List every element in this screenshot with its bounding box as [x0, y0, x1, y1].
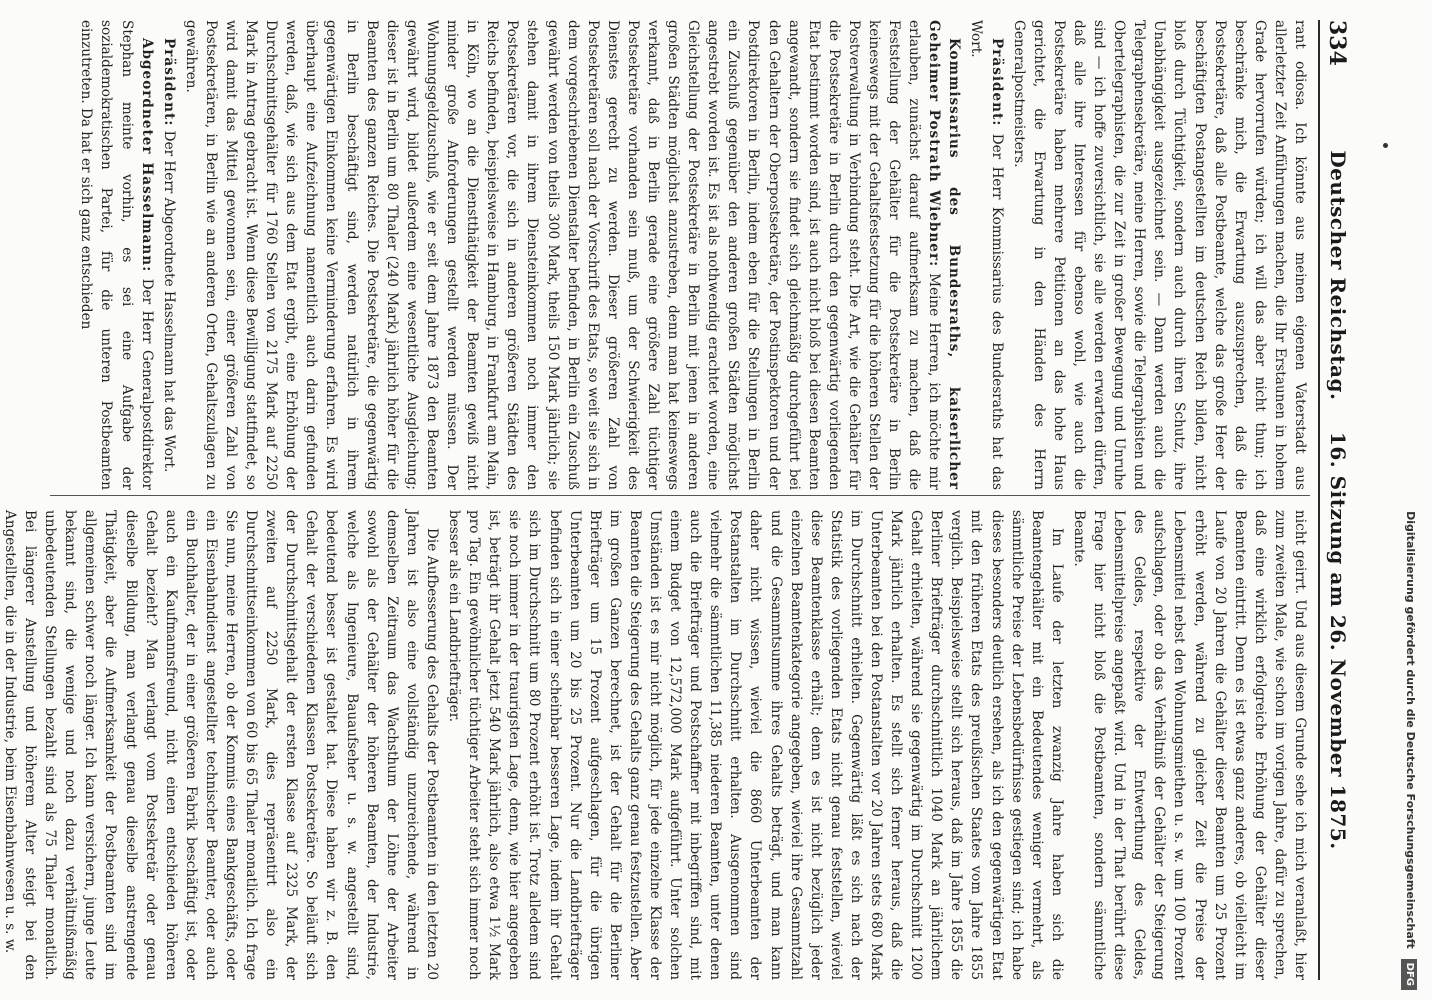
digitization-notice: Digitalisierung gefördert durch die Deutsche Forschungsgemeinschaft — [1404, 511, 1417, 949]
dfg-logo: DFG — [1401, 959, 1417, 990]
dfg-sidebar — [1392, 10, 1428, 990]
speaker-name: Präsident: — [988, 38, 1005, 127]
paragraph-text: Im Laufe der letzten zwanzig Jahre haben sich die Beamtengehälter mit ein Bedeutendes weniger vermehrt, als sämmtliche Preise der Lebensbedürfnisse gestiegen sind; ich habe dieses besonders deutlich ersehen, als ich den gegenwärtigen Etat mit den früheren Etats des preußischen Staates vom Jahre 1855 verglich. Beispielsweise stellt sich heraus, daß im Jahre 1855 die Berliner Briefträger durchschnittlich 1040 Mark an jährlichem Gehalt erhielten, während sie gegenwärtig im Durchschnitt 1200 Mark jährlich erhalten. Es stellt sich ferner heraus, daß die Unterbeamten bei den Postanstalten vor 20 Jahren stets 680 Mark im Durchschnitt erhielten. Gegenwärtig läßt es sich nach der Statistik des vorliegenden Etats nicht genau feststellen, wieviel diese Beamtenklasse erhält; denn es ist nicht bezüglich jeder einzelnen Beamtenkategorie angegeben, wieviel ihre Gesammtzahl und die Gesammtsumme ihres Gehalts beträgt, und man kann daher nicht wissen, wieviel die 8660 Unterbeamten der Postanstalten im Durchschnitt erhalten. Ausgenommen sind vielmehr die sämmtlichen 11,385 niederen Beamten, unter denen auch die Briefträger und Postschaffner mit inbegriffen sind, mit einem Budget von 12,572,000 Mark aufgeführt. Unter solchen Umständen ist es mir nicht möglich, für jede einzelne Klasse der Beamten die Steigerung des Gehalts ganz genau festzustellen. Aber im großen Ganzen berechnet, ist der Gehalt für die Berliner Briefträger um 15 Prozent aufgeschlagen, für die übrigen Unterbeamten um 20 bis 25 Prozent. Nur die Landbriefträger befinden sich in einer scheinbar besseren Lage, indem ihr Gehalt sich im Durchschnitt um 80 Prozent erhöht ist. Trotz alledem sind sie noch immer in der traurigsten Lage, denn, wie hier angegeben ist, beträgt ihr Gehalt jetzt 540 Mark jährlich, also etwa 1½ Mark pro Tag. Ein gewöhnlicher tüchtiger Arbeiter steht sich immer noch besser als ein Landbriefträger. — [446, 510, 1065, 980]
right-column — [2, 510, 1310, 980]
paragraph — [0, 510, 442, 980]
left-column — [20, 20, 1310, 490]
paragraph-text: Der Herr Abgeordnete Hasselmann hat das Wort. — [160, 130, 177, 473]
paragraph — [444, 510, 1067, 980]
publication-title: Deutscher Reichstag. — [1326, 150, 1350, 401]
header-rule — [1318, 20, 1320, 980]
page-header — [1320, 20, 1354, 980]
paragraph-text: nicht geirrt. Und aus diesem Grunde sehe ich mich veranlaßt, hier zum zweiten Male, wie schon im vorigen Jahre, dafür zu sprechen, daß eine wirklich erfolgreiche Erhöhung der Gehälter dieser Beamten eintritt. Denn es ist etwas ganz anderes, ob vielleicht im Laufe von 20 Jahren die Gehälter dieser Beamten um 25 Prozent erhöht werden, während zu gleicher Zeit die Preise der Lebensmittel nebst den Wohnungsmiethen u. s. w. um 100 Prozent aufschlagen, oder ob das Verhältniß der Gehälter der Steigerung des Geldes, respektive der Entwerthung des Geldes, Lebensmittelpreise angepaßt wird. Und in der That berührt diese Frage hier nicht bloß die Postbeamten, sondern sämmtliche Beamte. — [1070, 510, 1308, 980]
paragraph-text: rant odiosa. Ich könnte aus meinen eigenen Vaterstadt aus allerletzter Zeit Anführungen machen, die Ihr Erstaunen in hohem Grade hervorrufen würden; ich will das aber nicht thun; ich beschränke mich, die Erwartung auszusprechen, daß die Postsekretäre, daß alle Postbeamte, welche das große Heer der beschäftigten Postangestellten im deutschen Reich bilden, nicht bloß durch Tüchtigkeit, sondern auch durch ihren Schutz, ihre Unabhängigkeit ausgezeichnet sein. — Dann werden auch die Telegraphensekretäre, meine Herren, sowie die Telegraphisten und Obertelegraphisten, die zur Zeit in großer Bewegung und Unruhe sind — ich hoffe zuversichtlich, sie alle werden erwarten dürfen, daß alle ihre Interessen für ebenso wohl, wie auch die Postsekretäre haben mehrere Petitionen an das hohe Haus gerichtet, die Erwartung in den Händen des Herrn Generalpostmeisters. — [1010, 20, 1308, 490]
speaker-name: Präsident: — [160, 38, 177, 127]
scan-speck — [1383, 143, 1388, 148]
paragraph-text: Die Aufbesserung des Gehalts der Postbeamten in den letzten 20 Jahren ist also eine vollständig unzureichende, während in demselben Zeitraum das Wachsthum der Löhne der Arbeiter sowohl als der Gehälter der höheren Beamten, der Industrie, welche als Ingenieure, Bauaufseher u. s. w. angestellt sind, bedeutend besser ist gestaltet hat. Diese haben wir z. B. den Gehalt der verschiedenen Klassen Postsekretäre. So beläuft sich der Durchschnittsgehalt der ersten Klasse auf 2325 Mark, der zweiten auf 2250 Mark, dies repräsentirt also ein Durchschnittseinkommen von 60 bis 65 Thaler monatlich. Ich frage Sie nun, meine Herren, ob der Kommis eines Bankgeschäfts, oder ein Eisenbahndienst angestellter technischer Beamter, oder auch ein Buchhalter, der in einer größeren Fabrik beschäftigt ist, oder auch ein Kaufmannsfreund, nicht einen entschieden höheren Gehalt bezieht? Man verlangt vom Postsekretär oder genau dieselbe Bildung, man verlangt genau dieselbe anstrengende Thätigkeit, aber die Aufmerksamkeit der Postbeamten sind im allgemeinen schwer noch länger. Ich kann versichern, junge Leute bekannt sind, die wenige und noch dazu verhältnißmäßig unbedeutenden Stellungen bezahlt sind als 75 Thaler monatlich. Bei längerer Anstellung und höherem Alter steigt bei den Angestellten, die in der Industrie, beim Eisenbahnwesen u. s. w. — [2, 510, 440, 980]
page-number: 334 — [1324, 20, 1350, 66]
paragraph-text: Der Herr Generalpostdirektor Stephan meinte vorhin, es sei eine Aufgabe der sozialdemokratischen Partei, für die unteren Postbeamten einzutreten. Da hat er sich ganz entschieden — [78, 20, 155, 490]
column-divider — [50, 495, 1310, 496]
paragraph — [1069, 510, 1310, 980]
paragraph — [181, 20, 965, 490]
paragraph — [1009, 20, 1310, 490]
speaker-name: Abgeordneter Hasselmann: — [138, 38, 155, 273]
running-title — [1326, 90, 1350, 910]
paragraph — [966, 20, 1006, 490]
speaker-name: Kommissarius des Bundesraths, kaiserlicher Geheimer Postrath Wiebner: — [926, 20, 963, 490]
paragraph — [159, 20, 179, 490]
paragraph-text: Meine Herren, ich möchte mir erlauben, zunächst darauf aufmerksam zu machen, daß die Feststellung der Gehälter für die Postsekretäre in Berlin keineswegs mit der Gehaltsfestsetzung für die höheren Stellen der Postverwaltung in Verbindung steht. Die Art, wie die Gehälter für die Postsekretäre in Berlin durch den gegenwärtig vorliegenden Etat bestimmt worden sind, ist auch nicht bloß bei diesen Beamten angewandt, sondern sie findet sich gleichmäßig durchgeführt bei den Gehaltern der Oberpostsekretäre, der Postinspektoren und der Postdirektoren in Berlin, indem eben für die Stellungen in Berlin ein Zuschuß gegenüber den anderen großen Städten möglichst angestrebt worden ist. Es ist als nothwendig erachtet worden, eine Gleichstellung der Postsekretäre in Berlin mit jenen in anderen großen Städten möglichst anzustreben, denn man hat keineswegs verkannt, daß in Berlin gerade eine größere Zahl tüchtiger Postsekretäre vorhanden sein muß, um der Schwierigkeit des Dienstes gerecht zu werden. Dieser größeren Zahl von Postsekretären soll nach der Vorschrift des Etats, so weit sie sich in dem vorgeschriebenen Dienstalter befinden, in Berlin ein Zuschuß gewährt werden von theils 300 Mark, theils 150 Mark jährlich; sie stehen damit in ihrem Diensteinkommen noch immer den Postsekretären vor, die sich in anderen größeren Städten des Reichs befinden, beispielsweise in Hamburg, in Frankfurt am Main, in Köln, wo an die Dienstthätigkeit der Beamten gewiß nicht minder große Anforderungen gestellt werden müssen. Der Wohnungsgeldzuschuß, wie er seit dem Jahre 1873 den Beamten gewährt wird, bildet außerdem eine wesentliche Ausgleichung; dieser ist in Berlin um 80 Thaler (240 Mark) jährlich höher für die Beamten des ganzen Reiches. Die Postsekretäre, die gegenwärtig in Berlin beschäftigt sind, werden natürlich in ihrem gegenwärtigen Einkommen keine Verminderung erfahren. Es wird überhaupt eine Aufzeichnung namentlich auch darin gefunden werden, daß, wie sich aus dem Etat ergibt, eine Erhöhung der Durchschnittsgehälter für 1760 Stellen von 2175 Mark auf 2250 Mark in Antrag gebracht ist. Wenn diese Bewilligung stattfindet, so wird damit das Mittel gewonnen sein, einer größeren Zahl von Postsekretären, in Berlin wie an anderen Orten, Gehaltszulagen zu gewähren. — [182, 20, 943, 490]
paragraph-text: Der Herr Kommissarius des Bundesraths hat das Wort. — [968, 20, 1005, 490]
session-title: 16. Sitzung am 26. November 1875. — [1326, 431, 1350, 850]
paragraph — [76, 20, 156, 490]
dfg-notice — [1392, 10, 1428, 990]
